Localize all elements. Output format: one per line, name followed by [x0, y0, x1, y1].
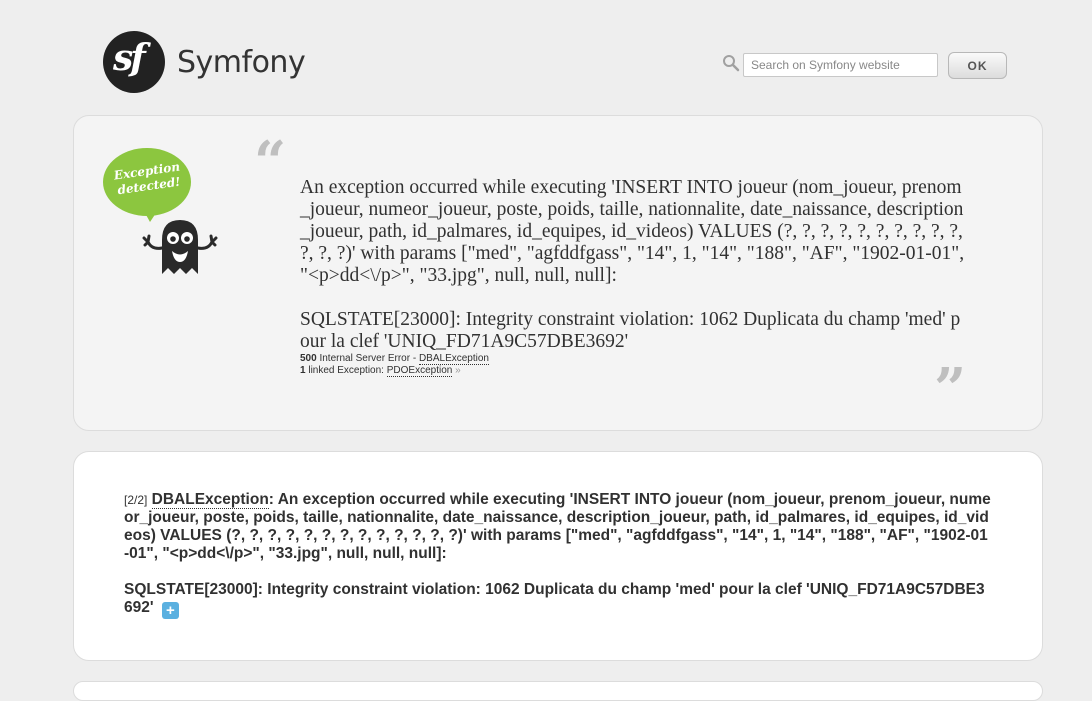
bubble-text: Exception detected! [113, 159, 182, 198]
search-icon [722, 54, 740, 72]
search-ok-button[interactable]: OK [948, 52, 1007, 79]
symfony-logo[interactable] [103, 31, 305, 93]
trace-message: : An exception occurred while executing 'INSERT INTO joueur (nom_joueur, prenom_joueur, numeor_joueur, poste, poids, taille, nationnalite, date_naissance, description_joueur, path, id_palmares, id_equipes, id_videos) VALUES (?, ?, ?, ?, ?, ?, ?, ?, ?, ?, ?, ?, ?)' with params ["med", "agfddfgass", "14", 1, "14", "188", "AF", "1902-01-01", "<p>dd<\/p>", "33.jpg", null, null, null]: SQLSTATE[23000]: Integrity constraint violation: 1062 Duplicata du champ 'med' pour la clef 'UNIQ_FD71A9C57DBE3692' [124, 491, 991, 616]
expand-trace-button[interactable]: + [162, 602, 179, 619]
open-quote-icon: “ [254, 129, 287, 195]
trace-exception-class[interactable]: DBALException [151, 491, 269, 508]
status-line [300, 353, 489, 365]
next-trace-card [73, 681, 1043, 701]
exception-class-link[interactable]: DBALException [418, 353, 489, 364]
linked-exception-line [300, 365, 461, 377]
trace-header [124, 491, 992, 619]
search-input[interactable] [743, 53, 938, 77]
status-code: 500 [300, 353, 317, 364]
page-header [0, 0, 1092, 110]
symfony-logo-icon [103, 31, 165, 93]
trace-counter: [2/2] [124, 493, 148, 507]
close-quote-icon: ” [934, 356, 967, 422]
linked-count: 1 [300, 365, 306, 376]
exception-message: An exception occurred while executing 'INSERT INTO joueur (nom_joueur, prenom_joueur, numeor_joueur, poste, poids, taille, nationnalite, date_naissance, description_joueur, path, id_palmares, id_equipes, id_videos) VALUES (?, ?, ?, ?, ?, ?, ?, ?, ?, ?, ?, ?, ?)' with params ["med", "agfddfgass", "14", 1, "14", "188", "AF", "1902-01-01", "<p>dd<\/p>", "33.jpg", null, null, null]: SQLSTATE[23000]: Integrity constraint violation: 1062 Duplicata du champ 'med' pour la clef 'UNIQ_FD71A9C57DBE3692' [300, 177, 965, 352]
logo-glyph: sf [113, 37, 143, 79]
brand-name: Symfony [177, 44, 306, 80]
exception-trace-card [73, 451, 1043, 661]
linked-exception-link[interactable]: PDOException [386, 365, 453, 376]
linked-arrow-icon[interactable]: » [455, 365, 461, 376]
ghost-mascot-icon [142, 218, 218, 276]
exception-summary-card [73, 115, 1043, 431]
linked-text: linked Exception: [308, 365, 387, 376]
status-text: Internal Server Error - [319, 353, 419, 364]
